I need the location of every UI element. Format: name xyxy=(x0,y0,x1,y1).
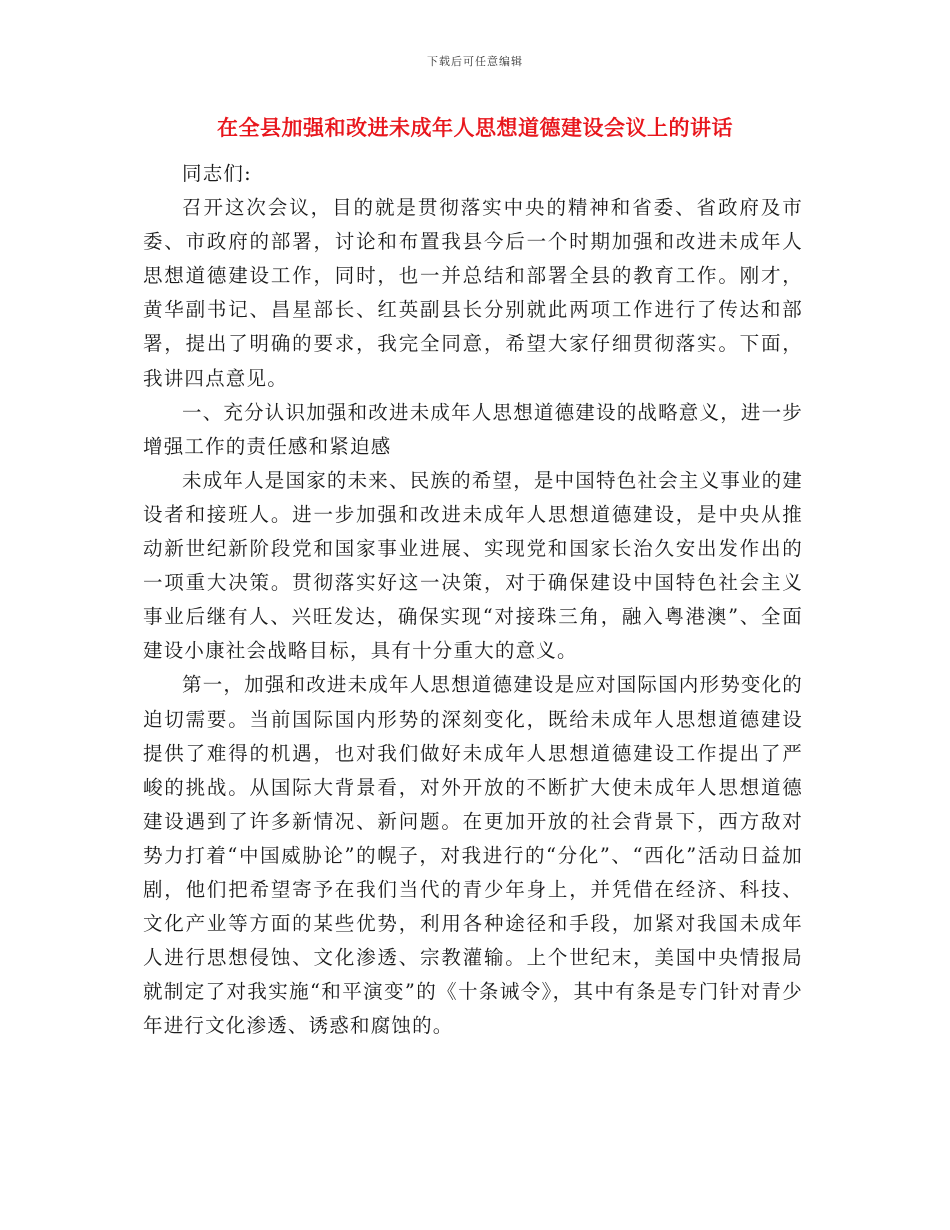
section-heading-paragraph: 一、充分认识加强和改进未成年人思想道德建设的战略意义，进一步增强工作的责任感和紧迫感 xyxy=(143,400,804,458)
document-title: 在全县加强和改进未成年人思想道德建设会议上的讲话 xyxy=(217,115,733,140)
salutation-paragraph: 同志们: xyxy=(182,162,252,185)
page-header-note: 下载后可任意编辑 xyxy=(427,55,523,68)
body-paragraph: 未成年人是国家的未来、民族的希望，是中国特色社会主义事业的建设者和接班人。进一步加强和改进未成年人思想道德建设，是中央从推动新世纪新阶段党和国家事业进展、实现党和国家长治久安出发作出的一项重大决策。贯彻落实好这一决策，对于确保建设中国特色社会主义事业后继有人、兴旺发达，确保实现“对接珠三角，融入粤港澳”、全面建设小康社会战略目标，具有十分重大的意义。 xyxy=(143,468,804,663)
intro-paragraph: 召开这次会议，目的就是贯彻落实中央的精神和省委、省政府及市委、市政府的部署，讨论和布置我县今后一个时期加强和改进未成年人思想道德建设工作，同时，也一并总结和部署全县的教育工作。刚才，黄华副书记、昌星部长、红英副县长分别就此两项工作进行了传达和部署，提出了明确的要求，我完全同意，希望大家仔细贯彻落实。下面，我讲四点意见。 xyxy=(143,196,803,390)
document-body xyxy=(143,157,803,1043)
body-paragraph: 第一，加强和改进未成年人思想道德建设是应对国际国内形势变化的迫切需要。当前国际国内形势的深刻变化，既给未成年人思想道德建设提供了难得的机遇，也对我们做好未成年人思想道德建设工作提出了严峻的挑战。从国际大背景看，对外开放的不断扩大使未成年人思想道德建设遇到了许多新情况、新问题。在更加开放的社会背景下，西方敌对势力打着“中国威胁论”的幌子，对我进行的“分化”、“西化”活动日益加剧，他们把希望寄予在我们当代的青少年身上，并凭借在经济、科技、文化产业等方面的某些优势，利用各种途径和手段，加紧对我国未成年人进行思想侵蚀、文化渗透、宗教灌输。上个世纪末，美国中央情报局就制定了对我实施“和平演变”的《十条诫令》，其中有条是专门针对青少年进行文化渗透、诱惑和腐蚀的。 xyxy=(143,673,804,1038)
